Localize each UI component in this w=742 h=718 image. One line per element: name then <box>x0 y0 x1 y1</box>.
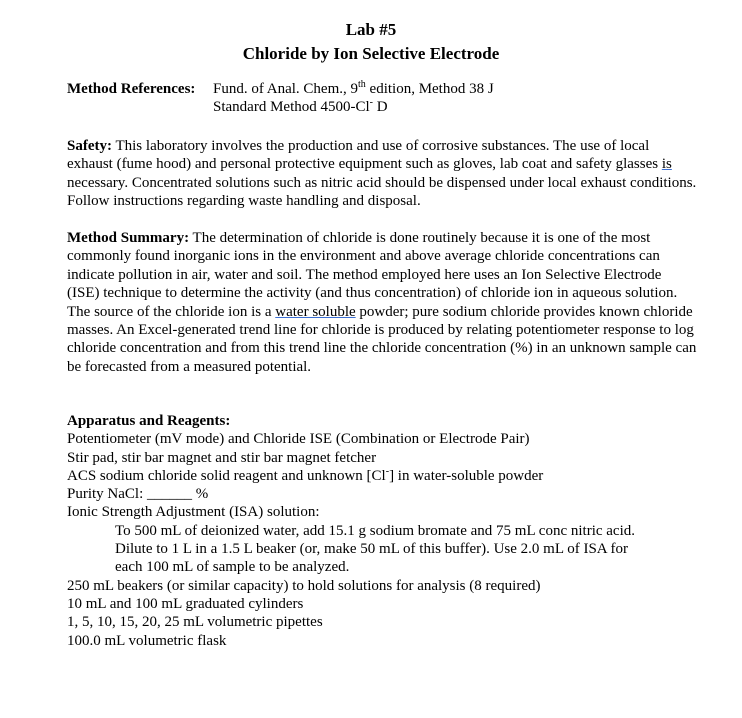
list-item: 1, 5, 10, 15, 20, 25 mL volumetric pipettes <box>67 614 323 631</box>
list-item: 100.0 mL volumetric flask <box>67 632 227 649</box>
safety-paragraph: Safety: This laboratory involves the production and use of corrosive substances. The use of local exhaust (fume hood) and personal protective equipment such as gloves, lab coat and safety glasses is necessary. Concentrated solutions such as nitric acid should be dispensed under local exhaust conditions. Follow instructions regarding waste handling and disposal. <box>67 138 697 210</box>
list-subitem: each 100 mL of sample to be analyzed. <box>115 559 350 576</box>
list-item: 250 mL beakers (or similar capacity) to hold solutions for analysis (8 required) <box>67 577 541 594</box>
list-item: ACS sodium chloride solid reagent and unknown [Cl-] in water-soluble powder <box>67 465 544 484</box>
lab-title: Chloride by Ion Selective Electrode <box>242 44 500 63</box>
lab-number: Lab #5 <box>345 20 397 39</box>
list-item: 10 mL and 100 mL graduated cylinders <box>67 595 304 612</box>
list-subitem: Dilute to 1 L in a 1.5 L beaker (or, make 50 mL of this buffer). Use 2.0 mL of ISA for <box>115 541 629 558</box>
safety-label: Safety: <box>67 138 112 154</box>
summary-label: Method Summary: <box>67 230 190 246</box>
list-item: Purity NaCl: ______ % <box>67 486 209 503</box>
list-item: Stir pad, stir bar magnet and stir bar magnet fetcher <box>67 449 377 466</box>
reference-1: Fund. of Anal. Chem., 9th edition, Method 38 J <box>213 79 494 97</box>
list-item: Ionic Strength Adjustment (ISA) solution: <box>67 504 320 521</box>
reference-2: Standard Method 4500-Cl- D <box>213 97 388 115</box>
list-item: Potentiometer (mV mode) and Chloride ISE (Combination or Electrode Pair) <box>67 431 530 448</box>
method-summary-paragraph: Method Summary: The determination of chloride is done routinely because it is one of the most commonly found inorganic ions in the environment and above average chloride concentrations can indicate pollution in air, water and soil. The method employed here uses an Ion Selective Electrode (ISE) technique to determine the activity (and thus concentration) of chloride ion in aqueous solution. The source of the chloride ion is a water soluble powder; pure sodium chloride provides known chloride masses. An Excel-generated trend line for chloride is produced by relating potentiometer response to log chloride concentration and from this trend line the chloride concentration (%) in an unknown sample can be forecasted from a measured potential. <box>67 230 697 375</box>
apparatus-heading: Apparatus and Reagents: <box>67 413 231 429</box>
method-references <box>67 80 494 116</box>
spellcheck-phrase: water soluble <box>275 303 356 320</box>
apparatus-section <box>67 412 707 650</box>
list-subitem: To 500 mL of deionized water, add 15.1 g sodium bromate and 75 mL conc nitric acid. <box>115 522 636 539</box>
title-block <box>0 18 742 66</box>
spellcheck-word: is <box>661 156 672 173</box>
references-label: Method References: <box>67 81 196 97</box>
